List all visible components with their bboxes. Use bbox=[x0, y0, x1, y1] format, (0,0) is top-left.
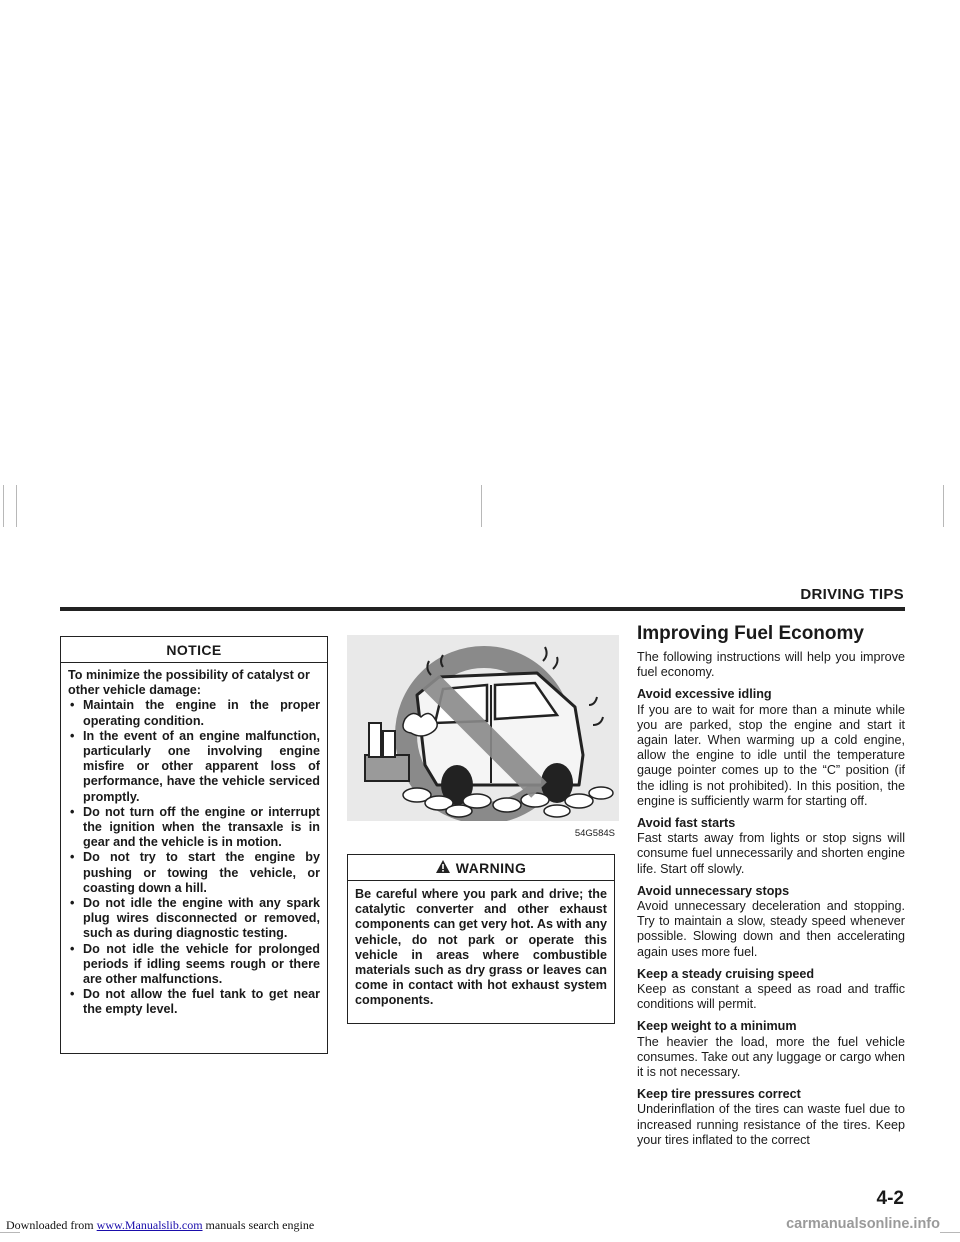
list-item: • Maintain the engine in the proper operating condition. bbox=[68, 698, 320, 728]
list-item: • Do not turn off the engine or interrupt the ignition when the transaxle is in gear and the vehicle is in motion. bbox=[68, 805, 320, 851]
watermark: carmanualsonline.info bbox=[786, 1216, 940, 1232]
list-item: • Do not idle the vehicle for prolonged periods if idling seems rough or there are other malfunctions. bbox=[68, 942, 320, 988]
header-rule bbox=[60, 607, 905, 611]
tip-title: Keep weight to a minimum bbox=[637, 1019, 797, 1034]
warning-triangle-icon bbox=[436, 860, 450, 876]
notice-title: NOTICE bbox=[61, 637, 327, 663]
list-item: • Do not allow the fuel tank to get near the empty level. bbox=[68, 987, 320, 1017]
warning-box bbox=[347, 854, 615, 1024]
page-number: 4-2 bbox=[876, 1188, 904, 1209]
notice-body bbox=[61, 663, 327, 1018]
notice-box bbox=[60, 636, 328, 1054]
tip-text: The heavier the load, more the fuel vehicle consumes. Take out any luggage or cargo when it is not necessary. bbox=[637, 1034, 905, 1080]
crop-mark bbox=[943, 485, 944, 527]
tip-text: Avoid unnecessary deceleration and stopping. Try to maintain a slow, steady speed whenever possible. Slowing down and then accelerating again uses more fuel. bbox=[637, 899, 905, 959]
warning-title: WARNING bbox=[455, 859, 527, 876]
smoke-cloud bbox=[403, 713, 437, 736]
illustration-no-parking-on-leaves bbox=[347, 635, 619, 821]
tip-title: Keep tire pressures correct bbox=[637, 1087, 801, 1102]
tip-title: Avoid fast starts bbox=[637, 816, 736, 831]
crop-mark bbox=[16, 485, 17, 527]
car-over-leaves-illustration bbox=[347, 635, 619, 821]
paper-roll bbox=[383, 731, 395, 757]
tip-text: Keep as constant a speed as road and traffic conditions will permit. bbox=[637, 982, 905, 1012]
crop-mark bbox=[940, 1232, 960, 1233]
footer-suffix: manuals search engine bbox=[202, 1218, 315, 1232]
basket bbox=[365, 755, 409, 781]
notice-list bbox=[68, 698, 320, 1017]
footer-prefix: Downloaded from bbox=[6, 1218, 97, 1232]
notice-intro: To minimize the possibility of catalyst or other vehicle damage: bbox=[68, 668, 310, 698]
tip-title: Avoid unnecessary stops bbox=[637, 883, 790, 898]
list-item: • Do not idle the engine with any spark plug wires disconnected or removed, such as during diagnostic testing. bbox=[68, 896, 320, 942]
crop-mark bbox=[481, 485, 482, 527]
section-intro: The following instructions will help you improve fuel economy. bbox=[637, 650, 905, 680]
tip-title: Avoid excessive idling bbox=[637, 687, 772, 702]
section-heading: Improving Fuel Economy bbox=[637, 623, 864, 644]
paper-roll bbox=[369, 723, 381, 757]
list-item: • In the event of an engine malfunction, particularly one involving engine misfire or other apparent loss of performance, have the vehicle serviced promptly. bbox=[68, 729, 320, 805]
tip-title: Keep a steady cruising speed bbox=[637, 966, 815, 981]
tip-text: If you are to wait for more than a minute while you are parked, stop the engine and start it again later. When warming up a cold engine, allow the engine to idle until the temperature gauge pointer comes up to the “C” position (if the idling is not prohibited). In this position, the engine is sufficiently warm for starting off. bbox=[637, 702, 905, 808]
figure-caption: 54G584S bbox=[574, 828, 615, 839]
tip-text: Underinflation of the tires can waste fuel due to increased running resistance of the tires. Keep your tires inflated to the correct bbox=[637, 1102, 905, 1147]
warning-header bbox=[348, 855, 614, 881]
section-title: DRIVING TIPS bbox=[800, 586, 904, 603]
crop-mark bbox=[3, 485, 4, 527]
download-footer bbox=[6, 1218, 314, 1233]
fuel-economy-section bbox=[637, 622, 905, 1155]
tip-text: Fast starts away from lights or stop signs will consume fuel unnecessarily and shorten engine life. Start off slowly. bbox=[637, 831, 905, 876]
manualslib-link[interactable]: www.Manualslib.com bbox=[96, 1218, 203, 1232]
list-item: • Do not try to start the engine by pushing or towing the vehicle, or coasting down a hill. bbox=[68, 850, 320, 896]
warning-body: Be careful where you park and drive; the catalytic converter and other exhaust components can get very hot. As with any vehicle, do not park or operate this vehicle in areas where combustible materials such as dry grass or leaves can come in contact with hot exhaust system components. bbox=[355, 887, 607, 1008]
